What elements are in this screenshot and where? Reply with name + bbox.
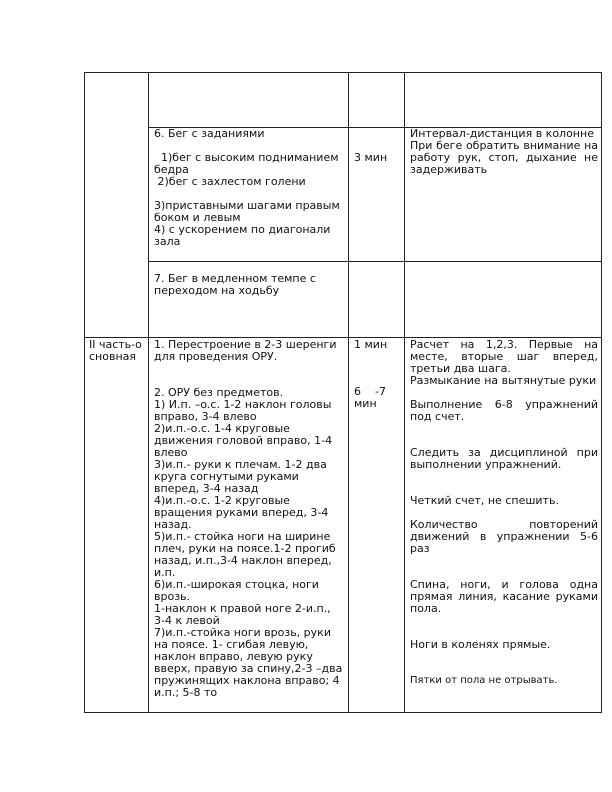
time-cell-running — [354, 152, 402, 164]
note-text: Интервал-дистанция в колонне — [410, 127, 594, 140]
exercise-line: 1)бег с высоким поднимaнием бедра — [154, 151, 343, 176]
exercise-line: 5)и.п.- стойка ноги на ширине плеч, руки на поясе.1-2 прогиб назад, и.п.,3-4 наклон вперед, и.п. — [154, 530, 340, 579]
note-text: Следить за дисциплиной при выполнении упражнений. — [410, 446, 602, 471]
exercise-line: 2. ОРУ без предметов. — [154, 386, 284, 399]
exercise-title: 7. Бег в медленном темпе с переходом на ходьбу — [154, 272, 320, 297]
part-label-cell — [89, 339, 147, 363]
time-cell-main-1 — [354, 339, 402, 351]
exercise-line: 1) И.п. –о.с. 1-2 наклон головы вправо, 3-4 влево — [154, 398, 335, 423]
exercise-line: 2)и.п.-о.с. 1-4 круговые движения головой вправо, 1-4 влево — [154, 422, 336, 459]
exercise-cell-running — [154, 128, 344, 260]
duration-value: 6 -7 мин — [354, 385, 390, 410]
part-label: II часть-основная — [89, 338, 142, 363]
exercise-line: 7)и.п.-стойка ноги врозь, руки на поясе. 1- сгибая левую, наклон вправо, левую руку вверх, правую за спину,2-3 –два пружинящих наклона вправо; 4 и.п.; 5-8 то — [154, 626, 346, 699]
exercise-line: 4)и.п.-о.с. 1-2 круговые вращения руками вперед, 3-4 назад. — [154, 494, 332, 531]
note-text: Расчет на 1,2,3. Первые на месте, вторые шаг вперед, третьи два шага. — [410, 338, 602, 375]
notes-cell-main — [410, 338, 602, 711]
row-divider-2 — [148, 261, 602, 262]
note-text: Четкий счет, не спешить. — [410, 494, 559, 507]
time-cell-main-2 — [354, 386, 400, 410]
exercise-line: 3)и.п.- руки к плечам. 1-2 два круга согнутыми руками вперед, 3-4 назад — [154, 458, 331, 495]
duration-value: 1 мин — [354, 338, 388, 351]
note-text: Размыкание на вытянутые руки — [410, 374, 597, 387]
exercise-line: 6)и.п.-широкая стоцка, ноги врозь. — [154, 578, 323, 603]
exercise-line: 1-наклон к правой ноге 2-и.п., 3-4 к левой — [154, 602, 335, 627]
duration-value: 3 мин — [354, 151, 388, 164]
note-text: Количество повторений движений в упражнении 5-6 раз — [410, 518, 602, 555]
note-text: Спина, ноги, и голова одна прямая линия, касание руками пола. — [410, 578, 602, 615]
exercise-cell-main — [154, 339, 344, 711]
notes-cell-running — [410, 127, 602, 260]
table-right-border — [601, 72, 602, 713]
exercise-title: 6. Бег с заданиями — [154, 127, 265, 140]
exercise-cell-slow-run — [154, 273, 344, 297]
exercise-line: 3)приставными шагами правым боком и левым — [154, 199, 344, 224]
table-left-border — [84, 72, 85, 713]
exercise-line: 2)бег с захлестом голени — [154, 175, 306, 188]
note-text: Ноги в коленях прямые. — [410, 638, 551, 651]
column-divider-2 — [348, 72, 349, 713]
exercise-line: 4) с ускорением по диагонали зала — [154, 223, 334, 248]
column-divider-3 — [404, 72, 405, 713]
table-top-border — [84, 72, 602, 73]
column-divider-1 — [148, 72, 149, 713]
table-bottom-border — [84, 712, 602, 713]
note-text: Пятки от пола не отрывать. — [410, 675, 558, 686]
note-text: Выполнение 6-8 упражнений под счет. — [410, 398, 602, 423]
note-text: При беге обратить внимание на работу рук, стоп, дыхание не задерживать — [410, 139, 602, 176]
exercise-line: 1. Перестроение в 2-3 шеренги для проведения ОРУ. — [154, 338, 340, 363]
